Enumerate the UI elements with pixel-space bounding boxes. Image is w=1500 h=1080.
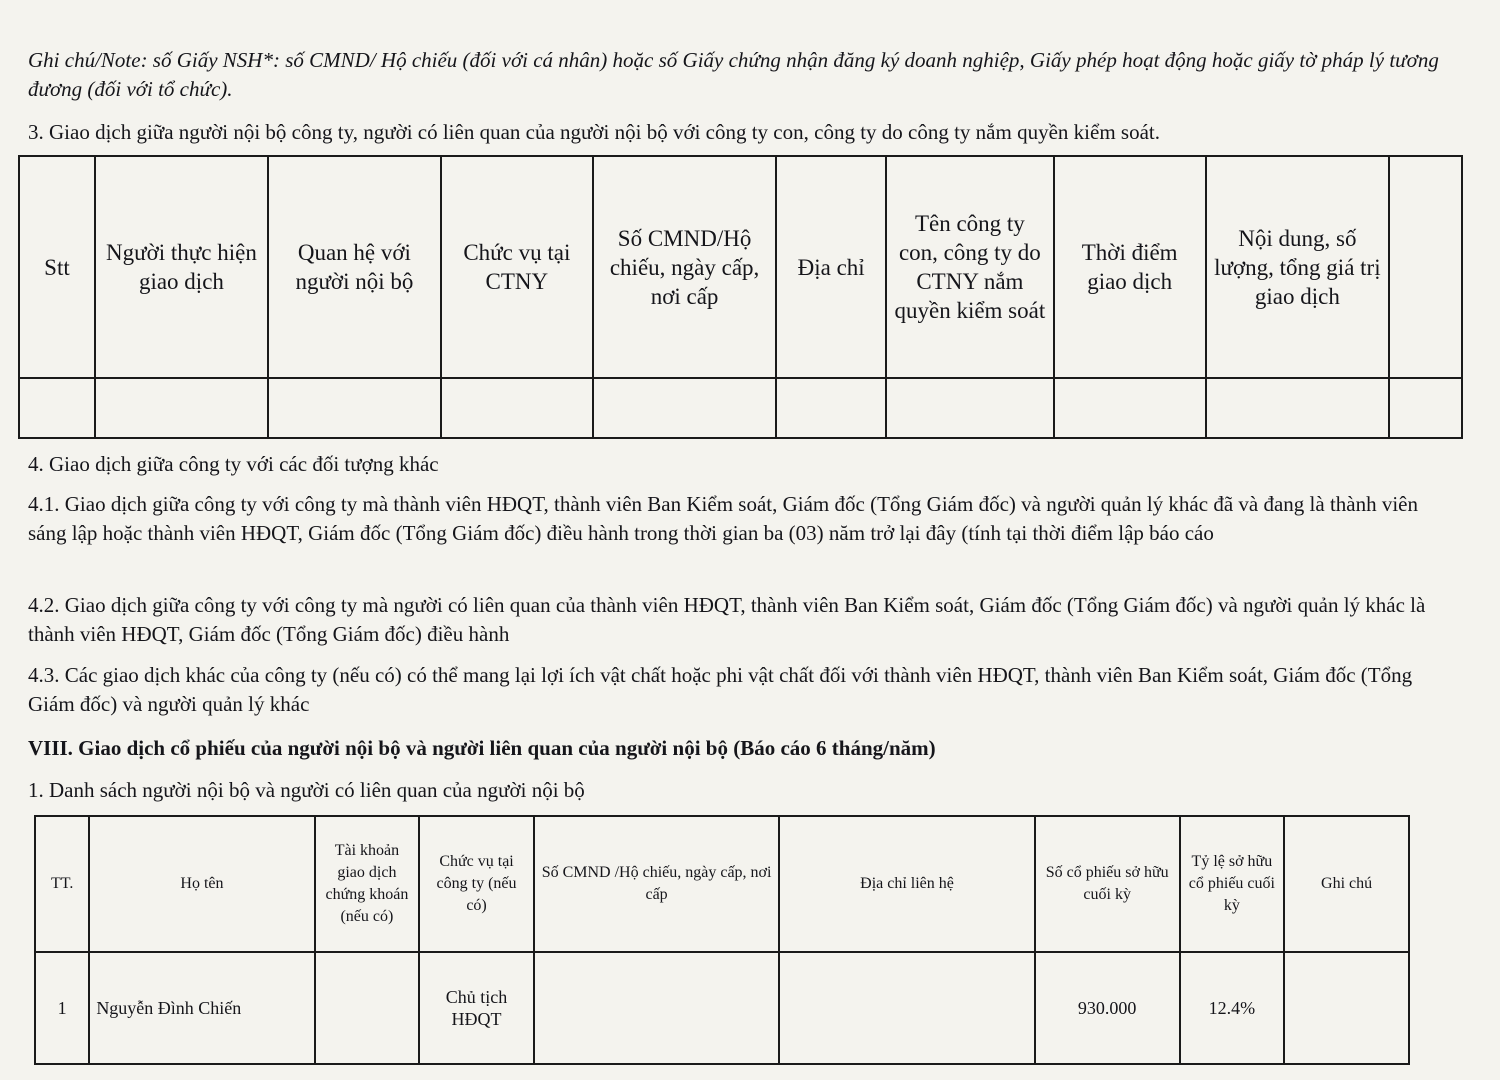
- row-position: Chủ tịch HĐQT: [419, 952, 534, 1064]
- header-cell: Địa chỉ: [776, 156, 886, 378]
- header-cell: Quan hệ với người nội bộ: [268, 156, 441, 378]
- section-8-1-title: 1. Danh sách người nội bộ và người có liên quan của người nội bộ: [28, 778, 585, 802]
- section-4-1: 4.1. Giao dịch giữa công ty với công ty mà thành viên HĐQT, thành viên Ban Kiểm soát, Giám đốc (Tổng Giám đốc) và người quản lý khác đã và đang là thành viên sáng lập hoặc thành viên HĐQT, Giám đốc (Tổng Giám đốc) điều hành trong thời gian ba (03) năm trở lại đây (tính tại thời điểm lập báo cáo: [28, 492, 1418, 545]
- row-account: [315, 952, 420, 1064]
- row-shares: 930.000: [1035, 952, 1180, 1064]
- header-cell: Chức vụ tại CTNY: [441, 156, 593, 378]
- table-8: [34, 815, 1410, 1065]
- section-4-title: 4. Giao dịch giữa công ty với các đối tượng khác: [28, 452, 439, 476]
- row-tt: 1: [35, 952, 89, 1064]
- header-cell: Ghi chú: [1284, 816, 1409, 952]
- row-note: [1284, 952, 1409, 1064]
- table-row: [35, 952, 1409, 1064]
- header-cell: Tỷ lệ sở hữu cổ phiếu cuối kỳ: [1180, 816, 1285, 952]
- header-cell: Thời điểm giao dịch: [1054, 156, 1206, 378]
- header-cell: [1389, 156, 1462, 378]
- header-cell: Người thực hiện giao dịch: [95, 156, 268, 378]
- header-cell: Số cổ phiếu sở hữu cuối kỳ: [1035, 816, 1180, 952]
- table-cell: [95, 378, 268, 438]
- table-cell: [1389, 378, 1462, 438]
- header-cell: Họ tên: [89, 816, 314, 952]
- header-cell: Chức vụ tại công ty (nếu có): [419, 816, 534, 952]
- header-cell: Stt: [19, 156, 95, 378]
- header-cell: Địa chỉ liên hệ: [779, 816, 1034, 952]
- header-cell: TT.: [35, 816, 89, 952]
- section-3-title: 3. Giao dịch giữa người nội bộ công ty, người có liên quan của người nội bộ với công ty con, công ty do công ty nắm quyền kiểm soát.: [28, 120, 1160, 144]
- row-address: [779, 952, 1034, 1064]
- table-cell: [441, 378, 593, 438]
- header-cell: Nội dung, số lượng, tổng giá trị giao dịch: [1206, 156, 1390, 378]
- header-cell: Tên công ty con, công ty do CTNY nắm quyền kiểm soát: [886, 156, 1054, 378]
- table-cell: [19, 378, 95, 438]
- table-cell: [1054, 378, 1206, 438]
- section-4-3: 4.3. Các giao dịch khác của công ty (nếu có) có thể mang lại lợi ích vật chất hoặc phi vật chất đối với thành viên HĐQT, thành viên Ban Kiểm soát, Giám đốc (Tổng Giám đốc) và người quản lý khác: [28, 663, 1413, 716]
- table-cell: [776, 378, 886, 438]
- table-cell: [268, 378, 441, 438]
- table-cell: [1206, 378, 1390, 438]
- row-name: Nguyễn Đình Chiến: [89, 952, 314, 1064]
- header-cell: Số CMND /Hộ chiếu, ngày cấp, nơi cấp: [534, 816, 779, 952]
- section-8-title: VIII. Giao dịch cổ phiếu của người nội bộ và người liên quan của người nội bộ (Báo cáo 6 tháng/năm): [28, 736, 936, 760]
- header-cell: Tài khoản giao dịch chứng khoán (nếu có): [315, 816, 420, 952]
- table-cell: [886, 378, 1054, 438]
- table-cell: [593, 378, 777, 438]
- header-cell: Số CMND/Hộ chiếu, ngày cấp, nơi cấp: [593, 156, 777, 378]
- note-text: Ghi chú/Note: số Giấy NSH*: số CMND/ Hộ chiếu (đối với cá nhân) hoặc số Giấy chứng nhận đăng ký doanh nghiệp, Giấy phép hoạt động hoặc giấy tờ pháp lý tương đương (đối với tổ chức).: [28, 48, 1439, 101]
- table-3: [18, 155, 1463, 439]
- row-id: [534, 952, 779, 1064]
- section-4-2: 4.2. Giao dịch giữa công ty với công ty mà người có liên quan của thành viên HĐQT, thành viên Ban Kiểm soát, Giám đốc (Tổng Giám đốc) và người quản lý khác là thành viên HĐQT, Giám đốc (Tổng Giám đốc) điều hành: [28, 593, 1426, 646]
- row-ratio: 12.4%: [1180, 952, 1285, 1064]
